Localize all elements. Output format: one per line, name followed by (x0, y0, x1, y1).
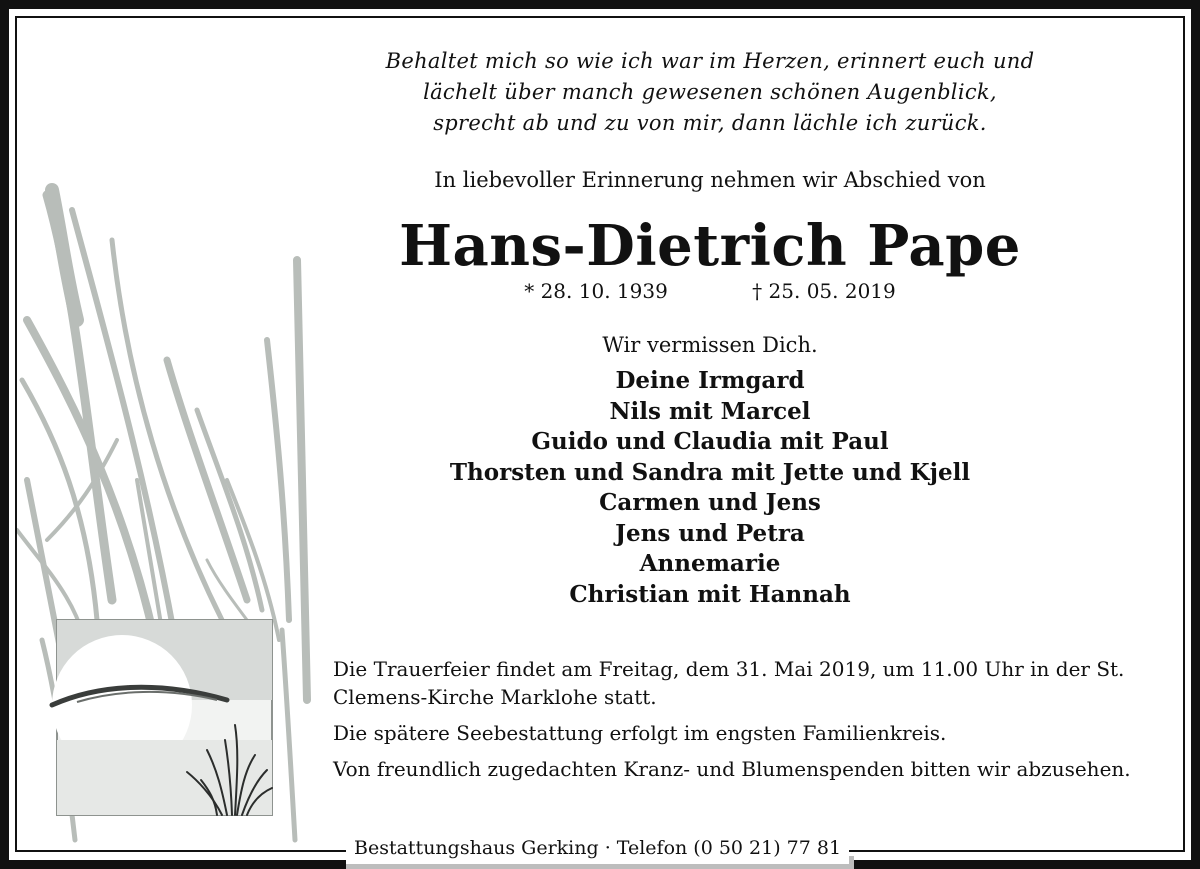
poem-line: Behaltet mich so wie ich war im Herzen, erinnert euch und (385, 49, 1035, 73)
mourner: Thorsten und Sandra mit Jette und Kjell (449, 458, 971, 486)
intro-text: In liebevoller Erinnerung nehmen wir Abschied von (434, 168, 986, 192)
mourner: Annemarie (639, 550, 781, 577)
poem (320, 46, 1100, 139)
mourner: Jens und Petra (615, 519, 805, 547)
poem-line: lächelt über manch gewesenen schönen Augenblick, (423, 80, 997, 104)
mourner: Christian mit Hannah (569, 580, 851, 608)
poem-line: sprecht ab und zu von mir, dann lächle ich zurück. (433, 111, 987, 135)
sunset-picture (52, 620, 272, 815)
mourner: Carmen und Jens (599, 489, 821, 516)
death-date: † 25. 05. 2019 (752, 279, 896, 303)
mourner: Nils mit Marcel (609, 397, 811, 425)
mourner: Deine Irmgard (615, 367, 805, 394)
donation-info: Von freundlich zugedachten Kranz- und Blumenspenden bitten wir abzusehen. (333, 757, 1131, 781)
mourner: Guido und Claudia mit Paul (531, 428, 889, 455)
life-dates (320, 278, 1100, 304)
burial-info: Die spätere Seebestattung erfolgt im engsten Familienkreis. (333, 721, 947, 745)
deceased-name: Hans-Dietrich Pape (399, 213, 1021, 279)
grass-sunset-illustration (17, 180, 317, 850)
missing-line: Wir vermissen Dich. (602, 333, 818, 357)
funeral-home-footer: Bestattungshaus Gerking · Telefon (0 50 21) 77 81 (346, 836, 849, 864)
service-details (333, 655, 1153, 791)
mourners-list (320, 366, 1100, 610)
birth-date: * 28. 10. 1939 (524, 279, 668, 303)
funeral-info: Die Trauerfeier findet am Freitag, dem 31. Mai 2019, um 11.00 Uhr in der St. Clemens-Kirche Marklohe statt. (333, 657, 1125, 709)
